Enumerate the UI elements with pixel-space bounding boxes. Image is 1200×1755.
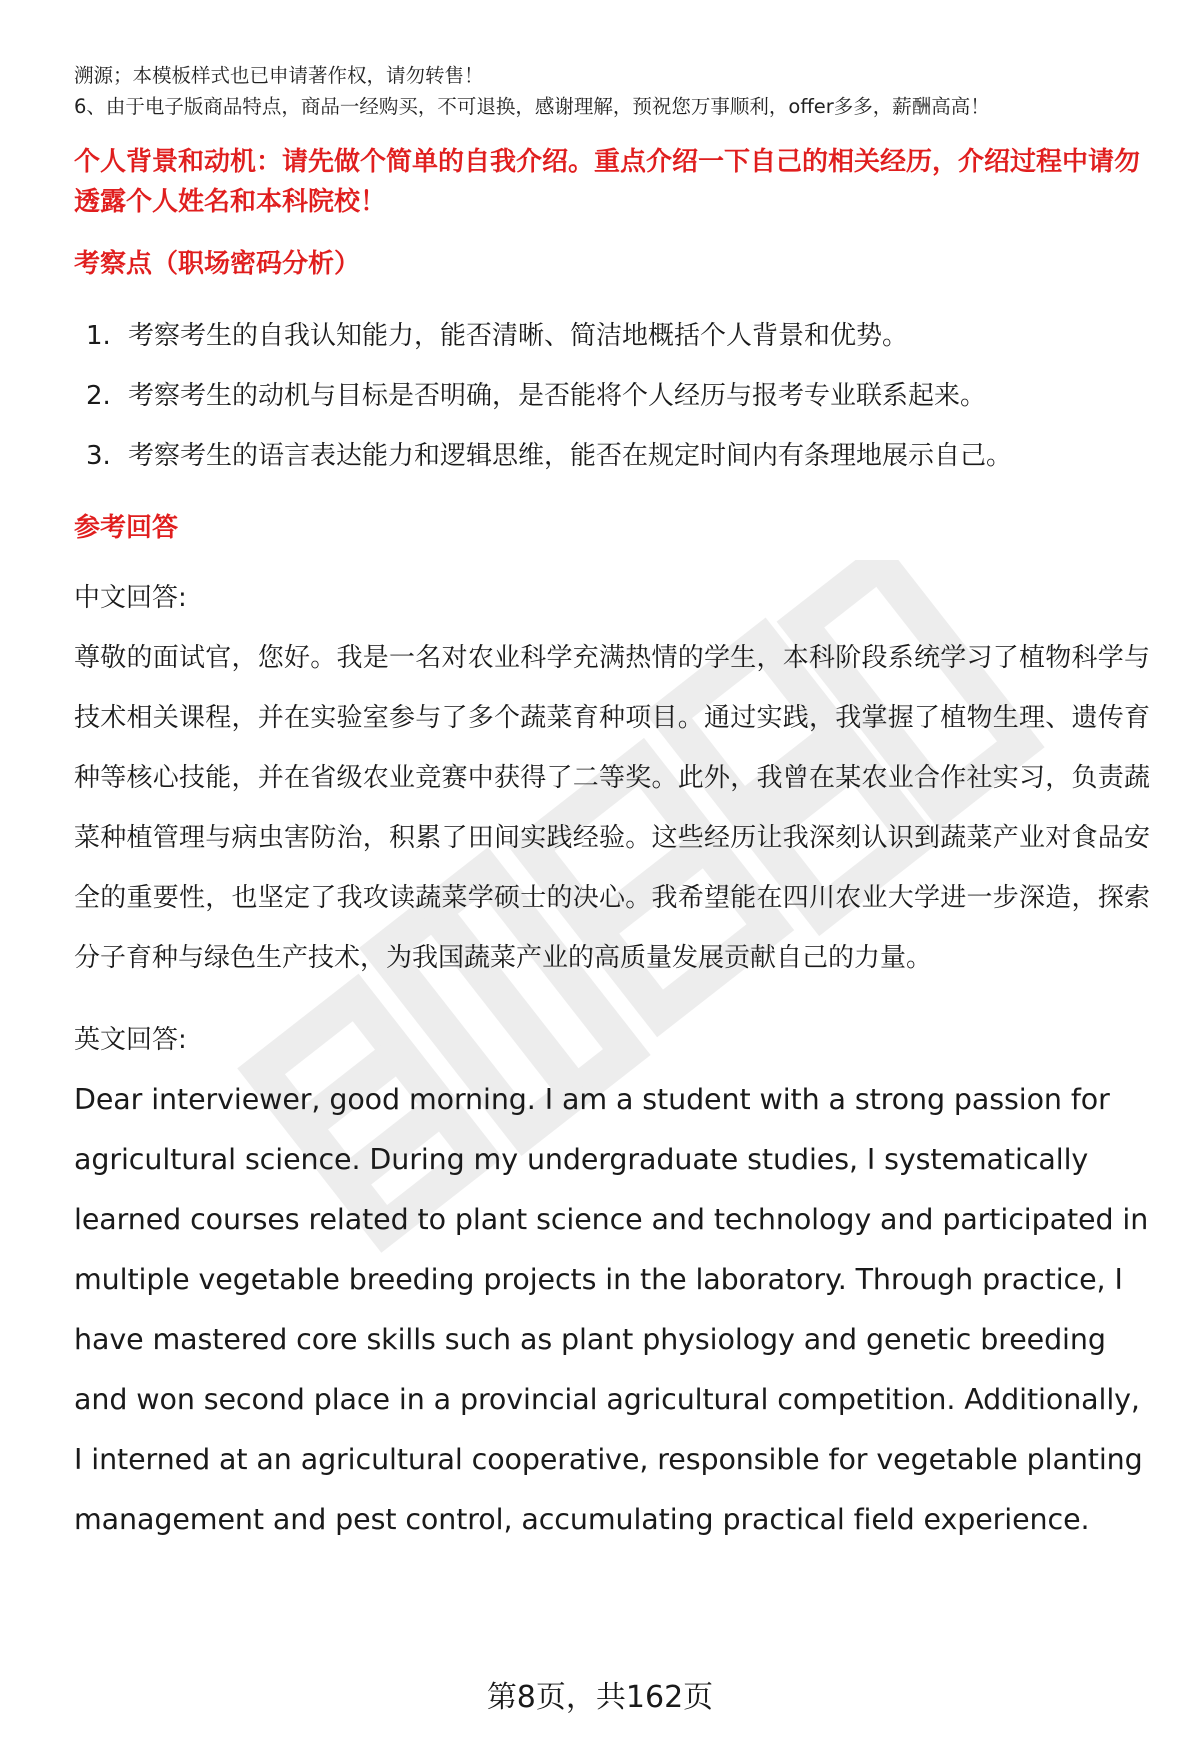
list-item-text: 考察考生的自我认知能力，能否清晰、简洁地概括个人背景和优势。 (128, 321, 909, 351)
list-item-number: 1. (86, 321, 111, 351)
question-title: 个人背景和动机：请先做个简单的自我介绍。重点介绍一下自己的相关经历，介绍过程中请勿透露个人姓名和本科院校！ (74, 147, 1141, 217)
list-item-text: 考察考生的动机与目标是否明确，是否能将个人经历与报考专业联系起来。 (128, 381, 987, 411)
list-item (74, 426, 1150, 486)
page-content (74, 60, 1150, 1550)
list-item-number: 2. (86, 381, 111, 411)
key-points-heading: 考察点（职场密码分析） (74, 249, 361, 279)
chinese-answer-label: 中文回答: (74, 583, 187, 613)
list-item (74, 306, 1150, 366)
chinese-answer-text: 尊敬的面试官，您好。我是一名对农业科学充满热情的学生，本科阶段系统学习了植物科学与技术相关课程，并在实验室参与了多个蔬菜育种项目。通过实践，我掌握了植物生理、遗传育种等核心技能，并在省级农业竞赛中获得了二等奖。此外，我曾在某农业合作社实习，负责蔬菜种植管理与病虫害防治，积累了田间实践经验。这些经历让我深刻认识到蔬菜产业对食品安全的重要性，也坚定了我攻读蔬菜学硕士的决心。我希望能在四川农业大学进一步深造，探索分子育种与绿色生产技术，为我国蔬菜产业的高质量发展贡献自己的力量。 (74, 643, 1150, 973)
notice-line-2: 6、由于电子版商品特点，商品一经购买，不可退换，感谢理解，预祝您万事顺利，offer多多，薪酬高高！ (74, 95, 990, 118)
key-points-list (74, 306, 1150, 486)
english-answer-label: 英文回答: (74, 1025, 187, 1055)
english-answer-text: Dear interviewer, good morning. I am a student with a strong passion for agricultural science. During my undergraduate studies, I systematically learned courses related to plant science and technology and participated in multiple vegetable breeding projects in the laboratory. Through practice, I have mastered core skills such as plant physiology and genetic breeding and won second place in a provincial agricultural competition. Additionally, I interned at an agricultural cooperative, responsible for vegetable planting management and pest control, accumulating practical field experience. (74, 1083, 1149, 1536)
list-item-text: 考察考生的语言表达能力和逻辑思维，能否在规定时间内有条理地展示自己。 (128, 441, 1013, 471)
notice-line-1: 溯源；本模板样式也已申请著作权，请勿转售！ (74, 64, 484, 87)
reference-heading: 参考回答 (74, 513, 179, 543)
page-number: 第8页，共162页 (486, 1680, 714, 1715)
list-item-number: 3. (86, 441, 111, 471)
list-item (74, 366, 1150, 426)
